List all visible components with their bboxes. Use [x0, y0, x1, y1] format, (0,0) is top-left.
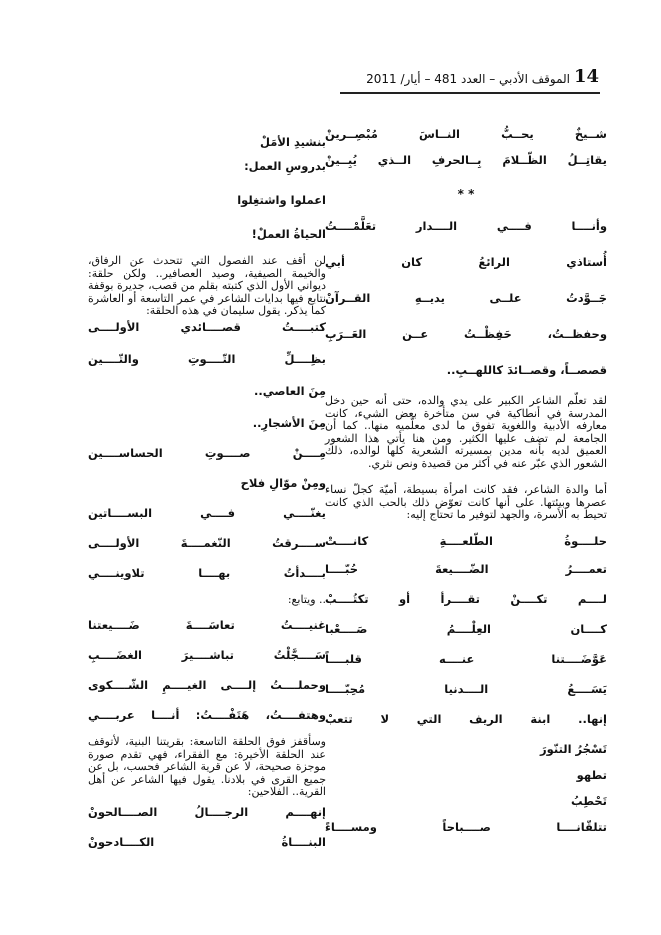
poem-line: الحياةُ العملْ!: [251, 227, 326, 241]
poem-line: بدروسِ العمل:: [244, 159, 326, 173]
poem-line: كــــان العِلْــــمُ صَــــعْبا: [325, 621, 607, 636]
poem-line: كتبــــتُ قصــــائدي الأولــــى: [88, 319, 326, 334]
prose-paragraph: لن أقف عند الفصول التي تتحدث عن الرفاق، والخيمة الصيفية، وصيد العصافير.. ولكن حلقة: ديواني الأول الذي كتبته بقلم من قصب، جديرة بوقفة نتابع فيها بدايات الشاعر في عمر التاسعة أو العاشرة كما يذكر. يقول سليمان في هذه الحلقة:: [88, 254, 326, 317]
poem-line: البنــــاةُ الكــــادحونْ: [88, 834, 326, 849]
poem-line: سَــــجَّلْتُ تباشــــيرَ الغضَــــبِ: [88, 648, 326, 662]
prose-paragraph: وسأقفز فوق الحلقة التاسعة: بقريتنا البنية، لأتوقف عند الحلقة الأخيرة: مع الفقراء، فهي تقدم صورة موجزة صحيحة، لا عن قرية الشاعر فحسب، بل عن جميع القرى في بلادنا. يقول فيها الشاعر عن أهل القرية.. الفلاحين:: [88, 735, 326, 798]
right-column: [325, 127, 607, 846]
poem-line: ســــرقتُ النّغمــــةَ الأولــــى: [88, 535, 326, 550]
section-separator: * *: [457, 187, 475, 201]
prose-paragraph: .. ويتابع:: [287, 592, 326, 606]
prose-paragraph: لقد تعلّم الشاعر الكبير على يدي والده، حتى أنه حين دخل المدرسة في أنطاكية في سن متأخرة بعض الشيء، كانت معارفه الأدبية واللغوية تفوق ما لدى معلّميه منها.. كما أن الجامعة لم تضف عليها الكثير. ومن هنا يأتي هذا الشعور العميق لديه بأنه مدين بمسيرته الشعرية كلها لوالده، ذلك الشعور الذي عبّر عنه في أكثر من قصيدة ونص نثري.: [325, 394, 607, 470]
poem-line: وحفظــتُ، حَفِظْــتُ عــن العَــرَبِ: [325, 327, 607, 341]
poem-line: بــــدأتُ بهــــا تلاوينــــي: [88, 565, 326, 580]
poem-line: غنيــــتُ تعاسَــــةَ ضَــــيعتنا: [88, 618, 326, 632]
poem-line: مِــــنْ صــــوتِ الحساســــين: [88, 445, 326, 460]
poem-line: أُستاذي الرائعُ كان أبي: [325, 255, 607, 269]
poem-line: وأنــــا فــــي الــــدار تعَلَّمْــــتُ: [325, 219, 607, 233]
poem-line: جَــوَّدتُ علــى يديــهِ القــرآنْ: [325, 291, 607, 305]
poem-line: قصصــاً، وقصــائدَ كاللهــبِ..: [446, 363, 607, 377]
poem-line: تطهو: [576, 767, 607, 782]
poem-line: تعمــــرُ الضّــــيعةَ حُبّــــا: [325, 561, 607, 576]
poem-line: يَسَــــعُ الــــدنيا مُحِبّــــا: [325, 681, 607, 696]
poem-line: إنهــــم الرجــــالُ الصــــالحونْ: [88, 804, 326, 819]
poem-line: يقاتِــلُ الظّــلامَ بِــالحرفِ الــذي يُبِــينْ: [325, 153, 607, 167]
left-column: [88, 135, 326, 861]
poem-line: تتلقّانــــا صــــباحاً ومســــاءً: [325, 819, 607, 834]
poem-line: بنشيدِ الأمَلْ: [260, 135, 326, 149]
poem-line: تَسْجُرُ التنّورَ: [540, 741, 607, 756]
poem-line: شــيخٌ يحــبُّ النــاسَ مُبْصِــرينْ: [325, 127, 607, 141]
prose-paragraph: أما والدة الشاعر، فقد كانت امرأة بسيطة، أميّة كجلّ نساء عصرها وبيئتها. على أنها كانت تعوّض ذلك بالحب الذي كانت تحيط به الأسرة، والجهد لتوفير ما تحتاج إليه:: [325, 483, 607, 521]
poem-line: إنها.. ابنة الريف التي لا تتعبْ: [325, 711, 607, 726]
poem-line: مِنَ الأشجارِ..: [252, 415, 326, 430]
poem-line: تَحْطِبُ: [571, 793, 607, 808]
poem-line: بظِــــلِّ التّــــوتِ والتّــــين: [88, 351, 326, 366]
poem-line: وهتفــــتُ، هَتَفْــــتُ: أنــــا عربــــي: [88, 708, 326, 722]
page-number: 14: [574, 66, 600, 87]
running-header: الموقف الأدبي – العدد 481 – أيار/ 2011: [366, 72, 570, 86]
poem-line: لــــم تكــــنْ تقــــرأ أو تكتُــــبْ: [325, 591, 607, 606]
poem-line: يغنّــــي فــــي البســــاتين: [88, 505, 326, 520]
poem-line: ومِنْ موّالِ فلاح: [240, 475, 326, 490]
header-rule: [340, 92, 600, 94]
poem-line: عَوَّضَــــتنا عنــــه قلبــــاً: [325, 651, 607, 666]
poem-line: حلــــوةُ الطّلعــــةِ كانــــتْ: [325, 533, 607, 548]
poem-line: اعملوا واشتغِلوا: [237, 193, 326, 207]
poem-line: مِنَ العاصي..: [253, 383, 326, 398]
poem-line: وحملــــتُ إلــــى الغيــــمِ الشّــــكوى: [88, 678, 326, 692]
